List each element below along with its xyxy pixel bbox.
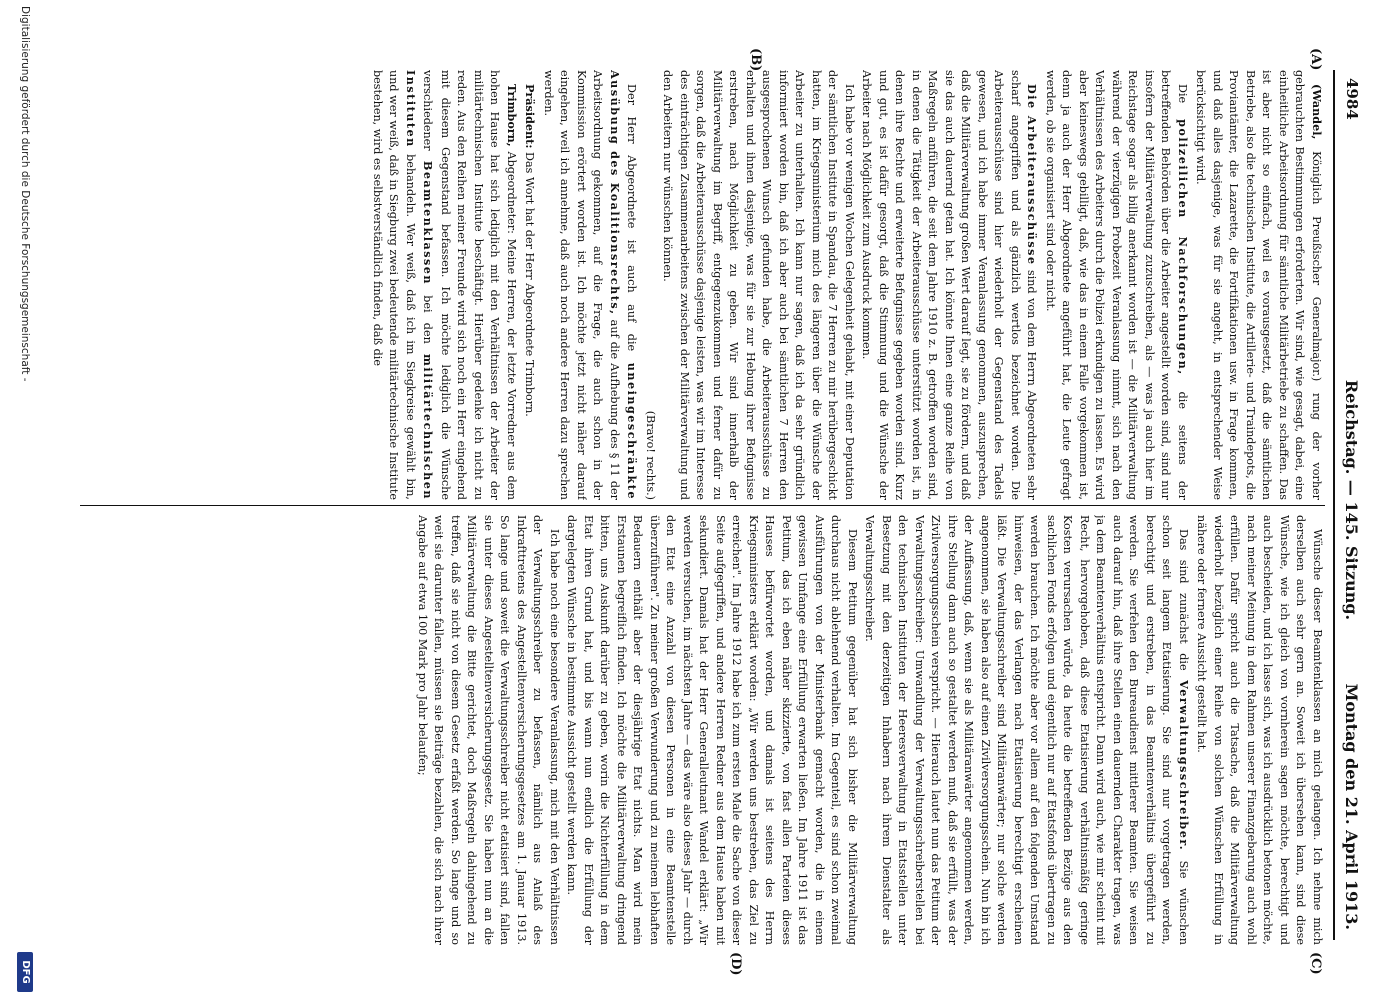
paragraph-text: die seitens der betreffenden Behörden über die Arbeiter angestellt worden sind, sind nur insofern der Militärverwaltung zuzuschreiben, als — was ja auch hier im Reichstage sogar als billig anerkannt worden ist — die Militärverwaltung während der vierzügigen Probezeit Veranlassung nimmt, sich nach den Verhältnissen des Arbeiters durch die Polizei erkundigen zu lassen. Es wird aber keineswegs gebilligt, daß, wie das in einem Falle vorgekommen ist, denn ja auch der Herr Abgeordnete angeführt hat, die Leute gefragt werden, ob sie organisiert sind oder nicht. [1044, 70, 1189, 500]
emphasis-text: militärtechnischen Instituten [404, 70, 436, 500]
paragraph-text: Das sind zunächst die [1177, 529, 1190, 681]
margin-letter-b: (B) [748, 48, 763, 72]
page-number: 4984 [1343, 78, 1361, 120]
paragraph-text: Wünsche dieser Beamtenklassen an mich gelangen. Ich nehme mich derselben auch sehr gern an. Soweit ich übersehen kann, sind diese Wünsche, wie ich gleich von vornherein sagen möchte, berechtigt und auch bescheiden, und ich lasse sich, was ich ausdrücklich betonen möchte, nach meiner Meinung in dem Rahmen unserer Finanzgebarung auch wohl erfüllen. Dafür spricht auch die Tatsache, daß die Militärverwaltung wiederholt bezüglich einer Reihe von solchen Wünschen Erfüllung in nähere oder fernere Aussicht gestellt hat. [1195, 515, 1324, 945]
paragraph [540, 70, 641, 500]
paragraph [1042, 70, 1192, 500]
digitization-credit: Digitalisierung gefördert durch die Deutsche Forschungsgemeinschaft - [19, 6, 31, 382]
paragraph [659, 70, 857, 500]
margin-letter-d: (D) [728, 952, 743, 976]
speaker-role: Königlich Preußischer Generalmajor.) [1310, 151, 1323, 382]
emphasis-text: Die Arbeiterausschüsse [1025, 84, 1040, 266]
speaker-name: Präsident: [523, 84, 538, 149]
emphasis-text: Verwaltungsschreiber. [1177, 680, 1191, 852]
paragraph-text: sind von dem Herrn Abgeordneten sehr scharf angegriffen und als gänzlich wertlos bezeichnet worden. Die Arbeiterausschüsse sind hier wiederholt der Gegenstand des Tadels gewesen, und ich habe immer Veranlassung genommen, auszusprechen, daß die Militärverwaltung großen Wert darauf legt, sie zu fördern, und daß sie das auch dauernd getan hat. Ich könnte Ihnen eine ganze Reihe von Maßregeln anführen, die seit dem Jahre 1910 z. B. getroffen worden sind, in denen die Tätigkeit der Arbeiterausschüsse unterstützt worden ist, in denen ihre Rechte und erweiterte Befugnisse gegeben worden sind. Kurz und gut, es ist dafür gesorgt, daß die Stimmung und die Wünsche der Arbeiter nach Möglichkeit zum Ausdruck kommen. [860, 70, 1039, 500]
paragraph [1193, 515, 1325, 945]
speaker-name: Trimborn, [505, 84, 519, 147]
emphasis-text: uneingeschränkte Ausübung des Koalitionsrechts, [608, 70, 640, 500]
paragraph-text: rung der vorher gebrauchten Bestimmungen erforderten. Wir sind, wie gesagt, dabei, eine einheitliche Arbeitsordnung für sämtliche Militärbetriebe zu schaffen. Das ist aber nicht so einfach, weil es vorausgesetzt, daß die sämtlichen Betriebe, also die technischen Institute, die Artillerie- und Traindepots, die Proviantämter, die Lazarette, die Fortifikationen usw. in Frage kommen, und daß alles dasjenige, was für sie angeht, in entsprechender Weise berücksichtigt wird. [1194, 70, 1323, 500]
session-date: Montag den 21. April 1913. [1342, 683, 1361, 930]
page-header [1325, 0, 1365, 1000]
paragraph-text: bei den [421, 285, 435, 354]
paragraph [369, 70, 521, 500]
column-divider [80, 505, 1325, 506]
left-column [85, 70, 1325, 500]
header-rule [1333, 70, 1335, 940]
paragraph-text: Die [1176, 84, 1189, 120]
right-column [85, 515, 1325, 945]
paragraph-text: behandeln. Wer weiß, daß ich im Siegkreise gewählt bin, und wer weiß, daß in Siegburg zwei bedeutende militärtechnische Institute bestehen, wird es selbstverständlich finden, daß die [371, 70, 417, 500]
emphasis-text: Beamtenklassen [421, 160, 436, 286]
margin-letter-a: (A) [1308, 48, 1323, 71]
speaker-name: (Wandel, [1310, 84, 1324, 140]
emphasis-text: polizeilichen Nachforschungen, [1176, 119, 1190, 376]
paragraph-text: Diesem Petitum gegenüber hat sich bisher die Militärverwaltung durchaus nicht ablehnend verhalten. Im Gegenteil, es sind schon zweimal Ausführungen von der Ministerbank gemacht worden, die in einem gewissen Umfange eine Erfüllung erwarten ließen. Im Jahre 1911 ist das Petitum, das ich eben näher skizzierte, von fast allen Parteien dieses Hauses befürwortet worden, und damals ist seitens des Herrn Kriegsministers erklärt worden: „Wir werden uns bestreben, das Ziel zu erreichen". Im Jahre 1912 habe ich zum ersten Male die Sache von dieser Seite aufgegriffen, und andere Herren Redner aus dem Hause haben mit sekundiert. Damals hat der Herr Generalleutnant Wandel erklärt: „Wir werden versuchen, im nächsten Jahre — das wäre also dieses Jahr — durch den Etat eine Anzahl von diesen Personen in eine Beamtenstelle überzuführen". Zu meiner großen Verwunderung und zu meinem lebhaften Bedauern enthält aber der diesjährige Etat nichts. Man wird mein Erstaunen begreiflich finden. Ich möchte die Militärverwaltung dringend bitten, uns Auskunft darüber zu geben, worin die Nichterfüllung in dem Etat ihren Grund hat, und bis wann nun endlich die Erfüllung der dargelegten Wünsche in bestimmte Aussicht gestellt werden kann. [565, 515, 859, 945]
paragraph-text: Ich habe noch eine besondere Veranlassung, mich mit den Verhältnissen der Verwaltungsschreiber zu befassen, nämlich aus Anlaß des Inkrafttretens des Angestelltenversicherungsgesetzes am 1. Januar 1913. So lange und soweit die Verwaltungsschreiber nicht etatisiert sind, fallen sie unter dieses Angestelltenversicherungsgesetz. Sie haben nun an die Militärverwaltung die Bitte gerichtet, doch Maßregeln dahingehend zu treffen, daß sie nicht von diesem Gesetz erfaßt werden. So lange und so weit sie darunter fallen, müssen sie Beiträge bezahlen, die sich nach ihrer Angabe auf etwa 100 Mark pro Jahr belaufen; [416, 515, 561, 945]
paragraph [858, 70, 1041, 500]
paragraph-text: Das Wort hat der Herr Abgeordnete Trimborn. [523, 148, 537, 417]
paragraph [563, 515, 860, 945]
paragraph-text: Der Herr Abgeordnete ist auch auf die [625, 84, 639, 363]
paragraph-text: Sie wünschen schon seit langem Etatisierung. Sie sind nur vorgetragen werden, berechtigt und erstreben, in das Beamtenverhältnis übergeführt zu werden. Sie verfehen den Bureaudienst mittlerer Beamten. Sie weisen auch darauf hin, daß ihre Stellen einen dauernden Charakter tragen, was ja dem Beamtenverhältnis entspricht. Dann wird auch, wie mir scheint mit Recht, hervorgehoben, daß diese Etatisierung verhältnismäßig geringe Kosten verursachen würde, da heute die betreffenden Bezüge aus den sachlichen Fonds erfolgen und eigentlich nur auf Etatsfonds übertragen zu werden brauchen. Ich möchte aber vor allem auf den folgenden Umstand hinweisen, der das Verlangen nach Etatisierung berechtigt erscheinen läßt. Die Verwaltungsschreiber sind Militäranwärter; nur solche werden angenommen, sie haben also auf einen Zivilversorgungsschein. Nun bin ich der Auffassung, daß, wenn sie als Militäranwärter angenommen werden, ihre Stellung dann auch so gestaltet werden muß, daß sie erfüllt, was der Zivilversorgungsschein verspricht. — Hierauch lautet nun das Petitum der Verwaltungsschreiber: Umwandlung der Verwaltungsschreiberstellen bei den technischen Instituten der Heeresverwaltung in Etatsstellen unter Besetzung mit den derzeitigen Inhabern nach ihrem Dienstalter als Verwaltungsschreiber. [863, 515, 1190, 945]
paragraph [1192, 70, 1325, 500]
session-title: Reichstag. — 145. Sitzung. [1342, 379, 1361, 621]
paragraph-text: Ich habe vor wenigen Wochen Gelegenheit gehabt, mit einer Deputation der sämtlichen Institute in Spandau, die 7 Herren zu mir herübergeschickt hatten, im Kriegsministerium mich des längeren über die Wünsche der Arbeiter zu unterhalten. Ich kann nur sagen, daß ich da sehr gründlich informiert worden bin, daß ich aber auch bei sämtlichen 7 Herren den ausgesprochenen Wunsch gefunden habe, die Arbeiterausschüsse zu erhalten und ihnen dasjenige, was für sie zur Hebung ihrer Befugnisse erstreben, nach Möglichkeit zu geben. Wir sind innerhalb der Militärverwaltung im Begriff, entgegenzukommen und ferner dafür zu sorgen, daß die Arbeiterausschüsse dasjenige leisten, was wir im Interesse des einträchtigen Zusammenarbeitens zwischen der Militärverwaltung und den Arbeitern nur wünschen können. [661, 70, 856, 500]
paragraph [414, 515, 563, 945]
applause-note: (Bravo! rechts.) [644, 410, 657, 500]
paragraph-text: Abgeordneter: Meine Herren, der letzte Vorredner aus dem hohen Hause hat sich lediglich mit den Verhältnissen der Arbeiter der militärtechnischen Institute beschäftigt. Hierüber gedenke ich nicht zu reden. Aus den Reihen meiner Freunde wird sich noch ein Herr eingehend mit diesem Gegenstand befassen. Ich möchte lediglich die Wünsche verschiedener [421, 70, 518, 500]
dfg-logo: DFG [17, 952, 33, 992]
paragraph [521, 70, 539, 500]
paragraph [861, 515, 1192, 945]
paragraph-text: auf die Aufhebung des § 11 der Arbeitsordnung gekommen, auf die Frage, die auch schon in der Kommission erörtert worden ist. Ich möchte jetzt nicht näher darauf eingehen, weil ich annehme, daß auch noch andere Herren dazu sprechen werden. [542, 70, 621, 500]
margin-letter-c: (C) [1308, 952, 1323, 975]
